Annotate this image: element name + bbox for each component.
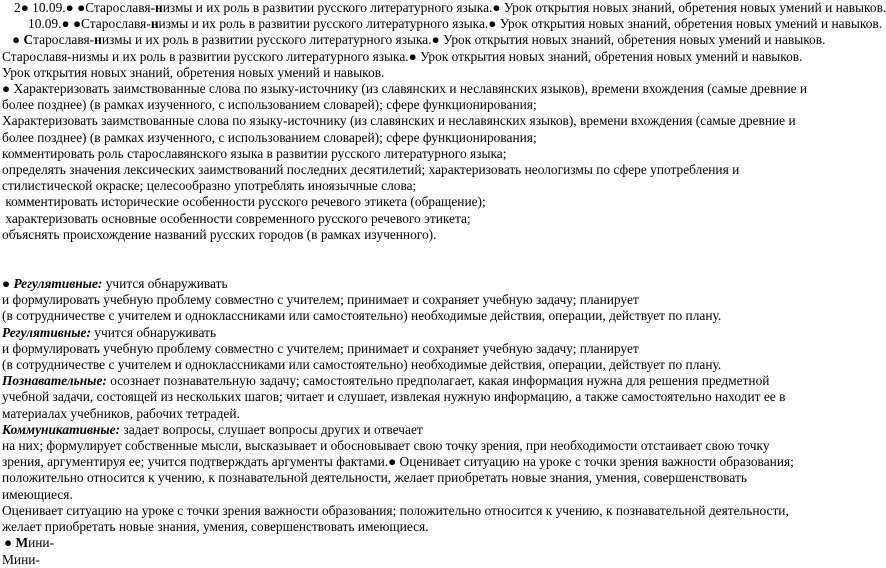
topic-line-5: Урок открытия новых знаний, обретения новых умений и навыков. xyxy=(2,64,385,80)
communicative-heading: Коммуникативные: задает вопросы, слушает вопросы других и отвечает xyxy=(2,421,423,437)
regulative-heading-1: ● Регулятивные: учится обнаруживать xyxy=(2,276,228,292)
cognitive-paragraph: Познавательные: осознает познавательную задачу; самостоятельно предполагает, какая информация нужна для решения предметной учебной задачи, состоящей из нескольких шагов; читает и слушает, извлекая нужную информацию, а также самостоятельно находит ее в материалах учебников, рабочих тетрадей. xyxy=(2,373,786,421)
bullet-icon: ● xyxy=(72,16,82,32)
goal-paragraph-1: ● Характеризовать заимствованные слова по языку-источнику (из славянских и неславянских языков), времени вхождения (самые древние и более позднее) (в рамках изученного, с использованием словарей); сфере функционирования; xyxy=(2,81,808,113)
tail-line-1: ● Мини- xyxy=(4,535,55,551)
bullet-icon: ● xyxy=(77,0,86,15)
bullet-icon: ● xyxy=(408,48,417,64)
goal-paragraph-2: Характеризовать заимствованные слова по языку-источнику (из славянских и неславянских языков), времени вхождения (самые древние и более позднее) (в рамках изученного, с использованием словарей); сфере функционирования; xyxy=(2,113,796,145)
goal-line: комментировать исторические особенности русского речевого этикета (обращение); xyxy=(2,194,486,210)
regulative-text: и формулировать учебную проблему совместно с учителем; принимает и сохраняет учебную задачу; планирует xyxy=(2,340,639,356)
regulative-text: (в сотрудничестве с учителем и одноклассниками или самостоятельно) необходимые действия, операции, действует по плану. xyxy=(2,357,722,373)
goal-line: определять значения лексических заимствований последних десятилетий; характеризовать неологизмы по сфере употребления и стилистической окраске; целесообразно употреблять иноязычные слова; xyxy=(2,162,740,194)
bullet-icon: ● xyxy=(492,0,501,15)
bullet-icon: ● xyxy=(20,0,29,15)
bullet-icon: ● xyxy=(65,0,74,15)
bullet-icon: ● xyxy=(2,276,11,292)
bullet-icon: ● xyxy=(431,32,440,48)
topic-line-3: ● Старославя-низмы и их роль в развитии русского литературного языка.● Урок открытия новых знаний, обретения новых умений и навыков. xyxy=(12,32,826,48)
goal-line: характеризовать основные особенности современного русского речевого этикета; xyxy=(2,210,471,226)
topic-line-1: 2● 10.09.● ●Старославя-низмы и их роль в развитии русского литературного языка.● Урок открытия новых знаний, обретения новых умений и навыков. xyxy=(14,0,886,15)
goal-line: объяснять происхождение названий русских городов (в рамках изученного). xyxy=(2,226,437,242)
regulative-heading-2: Регулятивные: учится обнаруживать xyxy=(2,324,217,340)
goal-line: комментировать роль старославянского языка в развитии русского литературного языка; xyxy=(2,145,507,161)
tail-line-2: Мини- xyxy=(2,551,40,567)
bullet-icon: ● xyxy=(2,81,11,97)
document-body xyxy=(2,0,886,568)
personal-paragraph: Оценивает ситуацию на уроке с точки зрения важности образования; положительно относится к учению, к познавательной деятельности, желает приобретать новые знания, умения, совершенствовать имеющиеся. xyxy=(2,502,789,535)
spacer xyxy=(2,243,808,276)
bullet-icon: ● xyxy=(61,16,70,32)
bullet-icon: ● xyxy=(4,535,13,551)
bullet-icon: ● xyxy=(388,454,397,470)
regulative-text: и формулировать учебную проблему совместно с учителем; принимает и сохраняет учебную задачу; планирует xyxy=(2,292,639,308)
communicative-paragraph: на них; формулирует собственные мысли, высказывает и обосновывает свою точку зрения, при необходимости отстаивает свою точку зрения, аргументируя ее; учится подтверждать аргументы фактами.● Оценивает ситуацию на уроке с точки зрения важности образования; положительно относится к учению, к познавательной деятельности, желает приобретать новые знания, умения, совершенствовать имеющиеся. xyxy=(2,438,794,502)
topic-line-4: Старославя-низмы и их роль в развитии русского литературного языка.● Урок открытия новых знаний, обретения новых умений и навыков. xyxy=(2,48,803,64)
regulative-text: (в сотрудничестве с учителем и одноклассниками или самостоятельно) необходимые действия, операции, действует по плану. xyxy=(2,308,722,324)
bullet-icon: ● xyxy=(12,32,21,48)
bullet-icon: ● xyxy=(488,16,497,32)
topic-line-2: 10.09.● ●Старославя-низмы и их роль в развитии русского литературного языка.● Урок открытия новых знаний, обретения новых умений и навыков. xyxy=(28,16,883,32)
